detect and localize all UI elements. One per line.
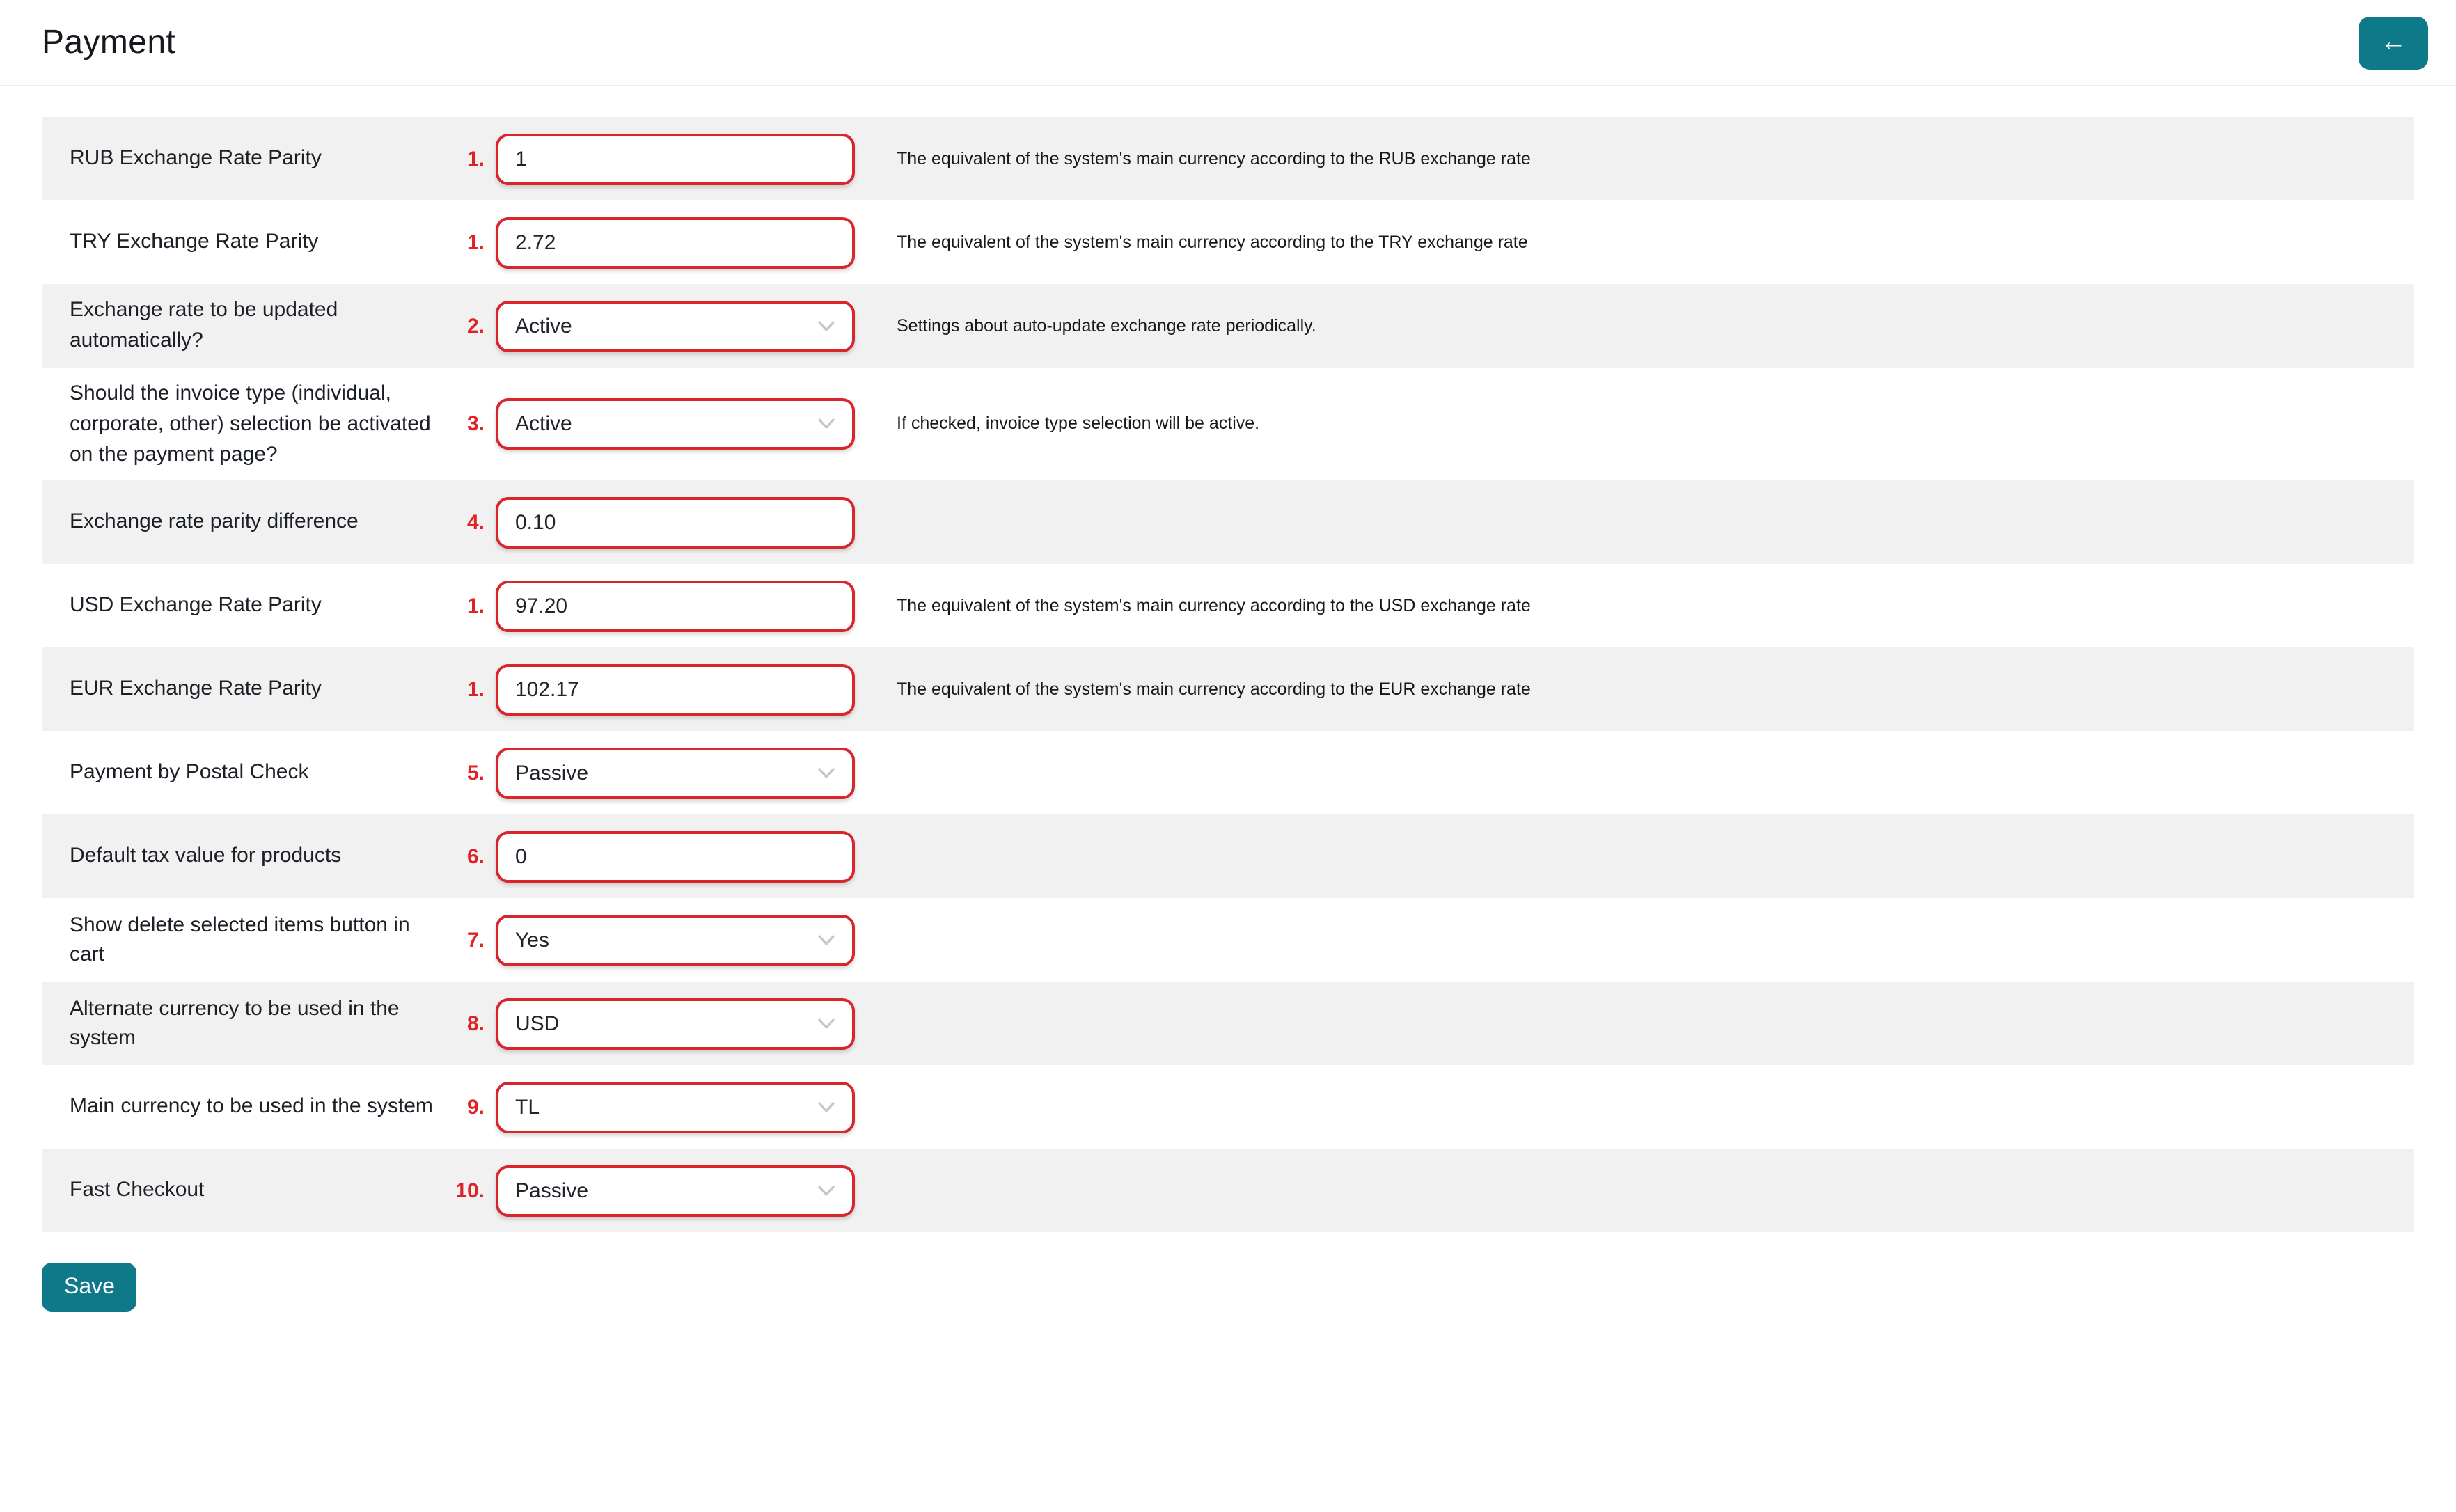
chevron-down-icon [817,418,835,430]
settings-row [42,117,2414,200]
chevron-down-icon [817,1101,835,1114]
back-button[interactable] [2359,16,2428,69]
select-dropdown[interactable] [496,398,855,450]
row-annotation-number: 5. [466,761,485,785]
text-input[interactable] [496,581,855,632]
row-annotation-number: 4. [466,510,485,535]
select-dropdown[interactable] [496,1165,855,1217]
row-label: Default tax value for products [70,844,342,868]
chevron-down-icon [817,934,835,947]
text-input[interactable] [496,664,855,716]
select-value: Active [515,412,572,436]
settings-row [42,732,2414,815]
select-value: USD [515,1011,560,1036]
settings-row [42,200,2414,284]
settings-row [42,1066,2414,1149]
row-description: Settings about auto-update exchange rate periodically. [897,315,1316,336]
row-description: The equivalent of the system's main currency according to the USD exchange rate [897,595,1531,615]
settings-row [42,565,2414,648]
select-value: TL [515,1095,540,1119]
chevron-down-icon [817,320,835,332]
chevron-down-icon [817,1185,835,1197]
row-annotation-number: 10. [455,1179,485,1203]
row-annotation-number: 2. [466,314,485,338]
text-input[interactable] [496,497,855,549]
row-annotation-number: 8. [466,1011,485,1036]
select-dropdown[interactable] [496,748,855,799]
row-label: USD Exchange Rate Parity [70,593,322,617]
select-dropdown[interactable] [496,1082,855,1133]
row-annotation-number: 3. [466,412,485,436]
select-dropdown[interactable] [496,300,855,352]
row-label: EUR Exchange Rate Parity [70,677,322,701]
chevron-down-icon [817,1018,835,1030]
select-value: Passive [515,761,589,785]
row-label: Fast Checkout [70,1178,205,1202]
row-annotation-number: 1. [466,147,485,171]
page-header [0,0,2456,86]
row-label: Payment by Postal Check [70,760,309,785]
row-label: TRY Exchange Rate Parity [70,230,319,254]
chevron-down-icon [817,767,835,780]
row-description: The equivalent of the system's main currency according to the RUB exchange rate [897,148,1531,168]
settings-list [42,117,2414,1233]
row-label: RUB Exchange Rate Parity [70,146,322,171]
row-annotation-number: 9. [466,1095,485,1119]
row-annotation-number: 7. [466,928,485,952]
select-dropdown[interactable] [496,915,855,966]
text-input[interactable] [496,216,855,268]
row-label: Exchange rate parity difference [70,510,359,534]
row-label: Should the invoice type (individual, corporate, other) selection be activated on the payment page? [70,381,431,466]
settings-row [42,1149,2414,1233]
row-label: Exchange rate to be updated automatically? [70,298,338,352]
page-title: Payment [42,23,176,61]
row-label: Main currency to be used in the system [70,1094,433,1119]
settings-row [42,648,2414,732]
settings-row [42,899,2414,982]
row-label: Show delete selected items button in cart [70,913,410,967]
select-dropdown[interactable] [496,998,855,1050]
select-value: Yes [515,928,549,952]
row-description: If checked, invoice type selection will be active. [897,414,1260,434]
text-input[interactable] [496,831,855,883]
row-description: The equivalent of the system's main currency according to the TRY exchange rate [897,232,1528,252]
back-arrow-icon: ← [2380,28,2407,57]
row-annotation-number: 1. [466,677,485,702]
row-annotation-number: 1. [466,594,485,618]
row-description: The equivalent of the system's main currency according to the EUR exchange rate [897,679,1531,699]
select-value: Passive [515,1179,589,1203]
settings-row [42,982,2414,1066]
save-button[interactable]: Save [42,1263,137,1312]
row-annotation-number: 6. [466,844,485,869]
row-annotation-number: 1. [466,230,485,254]
settings-row [42,481,2414,565]
settings-row [42,815,2414,899]
text-input[interactable] [496,133,855,184]
settings-row [42,368,2414,481]
select-value: Active [515,314,572,338]
row-label: Alternate currency to be used in the system [70,996,400,1050]
settings-row [42,284,2414,368]
